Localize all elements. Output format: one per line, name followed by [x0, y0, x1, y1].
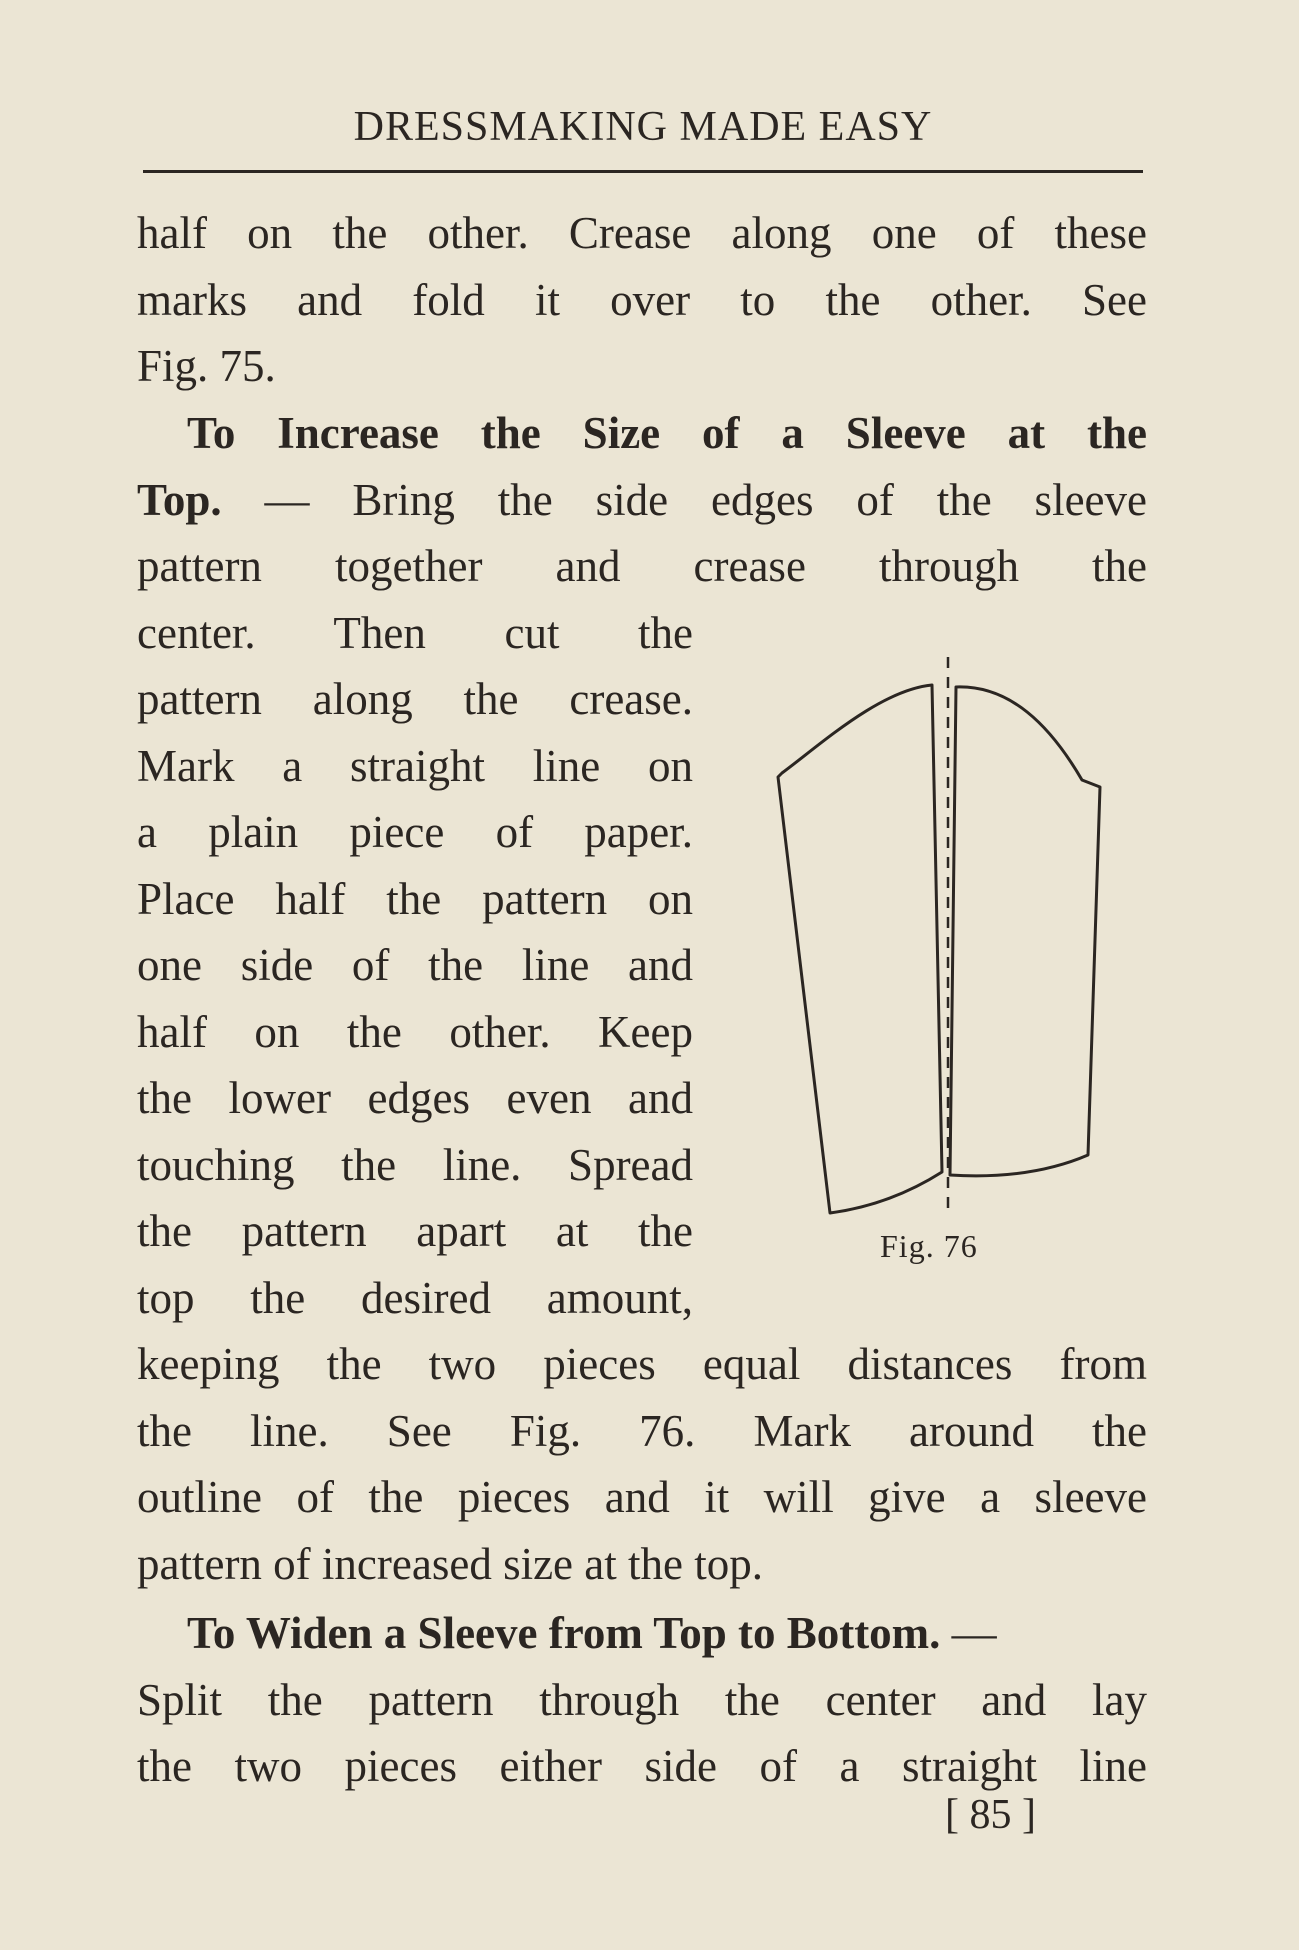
text-run: Bring the side edges of the sleeve	[352, 474, 1147, 525]
section-heading: To Increase the Size of a Sleeve at the	[187, 408, 1147, 458]
text-line: pattern together and crease through the	[137, 541, 1147, 591]
section-heading: To Widen a Sleeve from Top to Bottom.	[187, 1608, 941, 1658]
running-title: DRESSMAKING MADE EASY	[353, 104, 933, 150]
em-dash: —	[940, 1608, 997, 1658]
em-dash: —	[221, 474, 353, 525]
text-line: outline of the pieces and it will give a sleeve	[137, 1472, 1147, 1522]
text-line: Mark a straight line on	[137, 740, 693, 791]
section-widen-sleeve	[137, 1600, 1147, 1800]
text-line: Fig. 75.	[137, 341, 276, 391]
sleeve-left-half	[778, 685, 942, 1213]
text-line: half on the other. Crease along one of these	[137, 208, 1147, 258]
paragraph-continued	[137, 200, 1147, 400]
text-line: Place half the pattern on	[137, 873, 693, 924]
figure-caption: Fig. 76	[880, 1228, 978, 1264]
text-line: one side of the line and	[137, 940, 693, 990]
section-heading-end: Top.	[137, 474, 222, 525]
text-line: pattern along the crease.	[137, 674, 693, 724]
text-line: half on the other. Keep	[137, 1006, 693, 1057]
text-line: the lower edges even and	[137, 1073, 693, 1123]
header-rule	[143, 170, 1143, 173]
text-line: marks and fold it over to the other. See	[137, 274, 1147, 325]
text-line: the line. See Fig. 76. Mark around the	[137, 1405, 1147, 1456]
text-line: Split the pattern through the center and lay	[137, 1674, 1147, 1725]
sleeve-right-half	[950, 687, 1100, 1176]
figure-76	[730, 645, 1150, 1295]
text-line: keeping the two pieces equal distances from	[137, 1339, 1147, 1389]
text-line	[137, 1600, 1147, 1667]
text-line	[137, 467, 1147, 534]
text-line: a plain piece of paper.	[137, 807, 693, 857]
wrapped-text-block	[137, 600, 693, 1332]
text-line: pattern of increased size at the top.	[137, 1538, 763, 1589]
text-line: top the desired amount,	[137, 1272, 693, 1323]
sleeve-pattern-diagram	[730, 645, 1150, 1295]
text-line: the two pieces either side of a straight line	[137, 1741, 1147, 1791]
text-line: the pattern apart at the	[137, 1206, 693, 1256]
text-line: touching the line. Spread	[137, 1139, 693, 1190]
page-number: [ 85 ]	[945, 1792, 1036, 1838]
text-line: center. Then cut the	[137, 607, 693, 658]
